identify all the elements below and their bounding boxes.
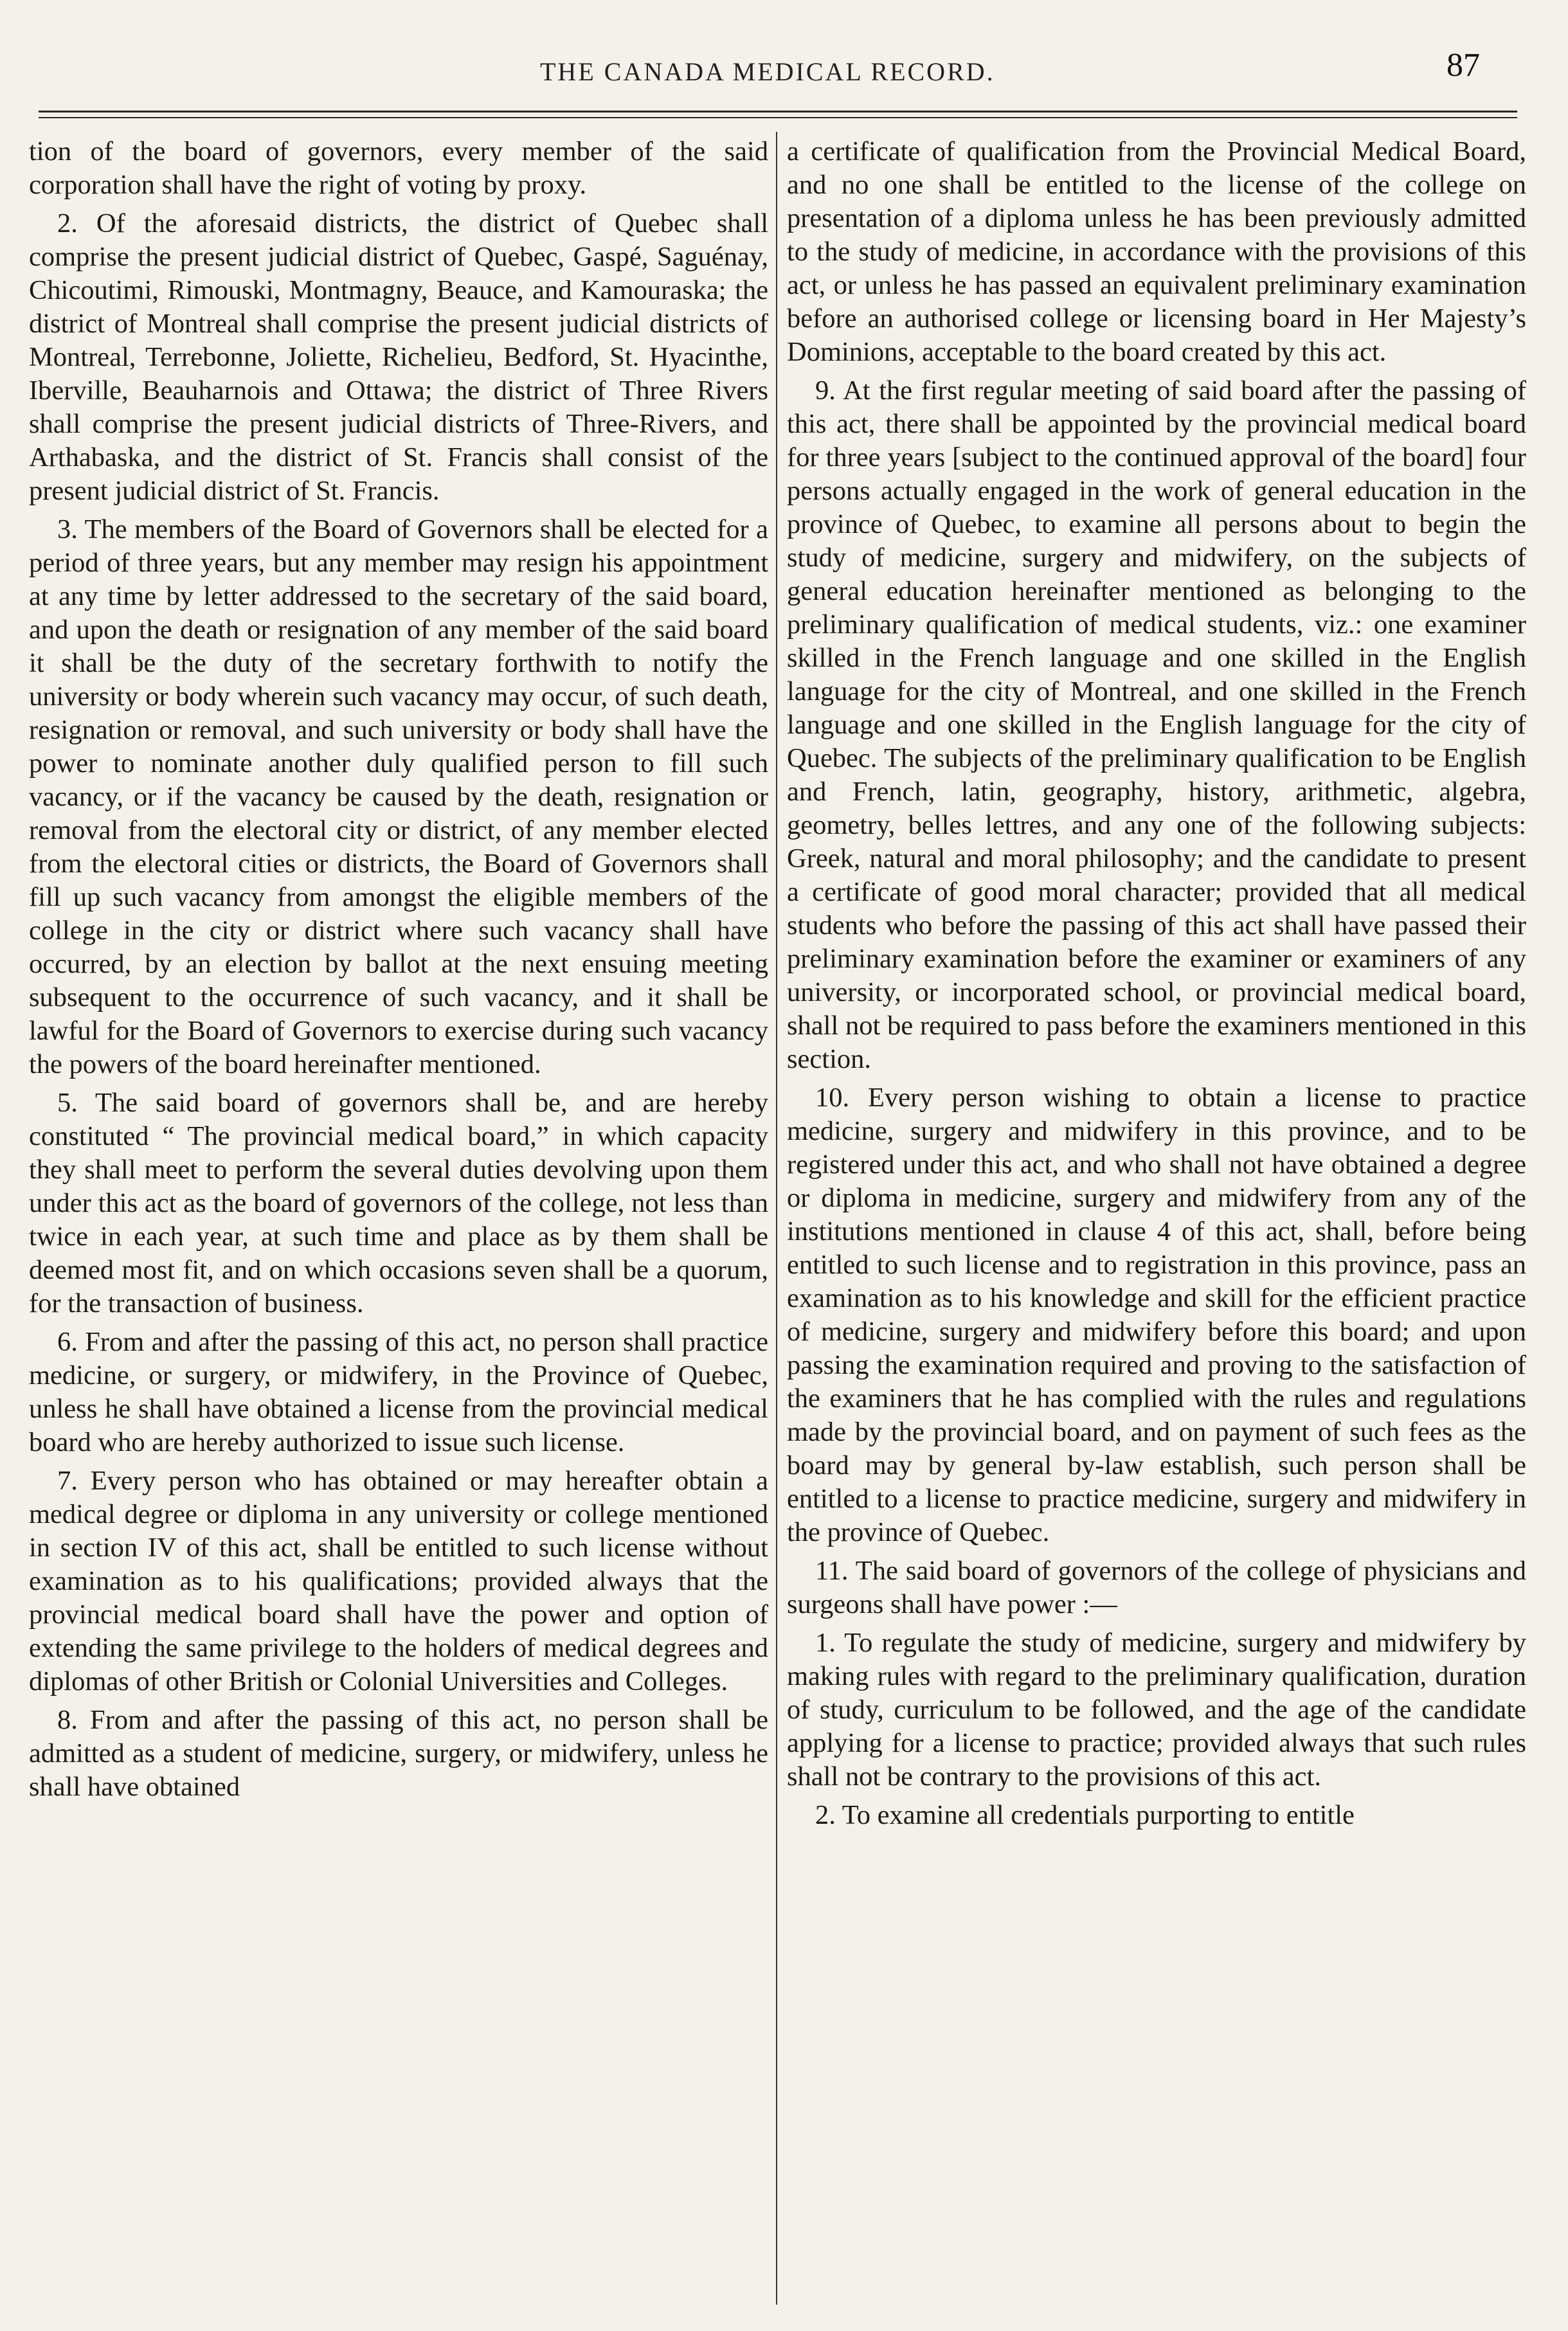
paragraph-section-8: 8. From and after the passing of this act, no person shall be admitted as a student of medicine, surgery, or midwifery, unless he shall have obtained — [29, 1705, 768, 1802]
paragraph-power-2: 2. To examine all credentials purporting to entitle — [815, 1800, 1355, 1830]
paragraph-continuation: tion of the board of governors, every member of the said corporation shall have the right of voting by proxy. — [29, 136, 768, 200]
paragraph-section-2: 2. Of the aforesaid districts, the district of Quebec shall comprise the present judicial district of Quebec, Gaspé, Saguénay, Chicoutimi, Rimouski, Montmagny, Beauce, and Kamouraska; the district of Montreal shall comprise the present judicial districts of Montreal, Terrebonne, Joliette, Richelieu, Bedford, St. Hyacinthe, Iberville, Beauharnois and Ottawa; the district of Three Rivers shall comprise the present judicial districts of Three-Rivers, and Arthabaska, and the district of St. Francis shall consist of the present judicial district of St. Francis. — [29, 208, 768, 506]
paragraph-section-10: 10. Every person wishing to obtain a license to practice medicine, surgery and midwifery in this province, and to be registered under this act, and who shall not have obtained a degree or diploma in medicine, surgery and midwifery from any of the institutions mentioned in clause 4 of this act, shall, before being entitled to such license and to registration in this province, pass an examination as to his knowledge and skill for the efficient practice of medicine, surgery and midwifery before this board; and upon passing the examination required and proving to the satisfaction of the examiners that he has complied with the rules and regulations made by the provincial board, and on payment of such fees as the board may by general by-law establish, such person shall be entitled to a license to practice medicine, surgery and midwifery in the province of Quebec. — [787, 1083, 1526, 1547]
paragraph-section-9: 9. At the first regular meeting of said board after the passing of this act, there shall be appointed by the provincial medical board for three years [subject to the continued approval of the board] four persons actually engaged in the work of general education in the province of Quebec, to examine all persons about to begin the study of medicine, surgery and midwifery, on the subjects of general education hereinafter mentioned as belonging to the preliminary qualification of medical students, viz.: one examiner skilled in the French language and one skilled in the English language for the city of Montreal, and one skilled in the French language and one skilled in the English language for the city of Quebec. The subjects of the preliminary qualification to be English and French, latin, geography, history, arithmetic, algebra, geometry, belles lettres, and any one of the following subjects: Greek, natural and moral philosophy; and the candidate to present a certificate of good moral character; provided that all medical students who before the passing of this act shall have passed their preliminary examination before the examiner or examiners of any university, or incorporated school, or provincial medical board, shall not be required to pass before the examiners mentioned in this section. — [787, 375, 1526, 1074]
paragraph-section-7: 7. Every person who has obtained or may hereafter obtain a medical degree or diploma in any university or college mentioned in section IV of this act, shall be entitled to such license without examination as to his qualifications; provided always that the provincial medical board shall have the power and option of extending the same privilege to the holders of medical degrees and diplomas of other British or Colonial Universities and Colleges. — [29, 1466, 768, 1697]
page-header — [0, 39, 1568, 109]
header-rule-secondary — [39, 117, 1517, 118]
left-column — [29, 135, 768, 1809]
page-number: 87 — [1446, 47, 1480, 84]
paragraph-power-1: 1. To regulate the study of medicine, surgery and midwifery by making rules with regard to the preliminary qualification, duration of study, curriculum to be followed, and the age of the candidate applying for a license to practice; provided always that such rules shall not be contrary to the provisions of this act. — [787, 1628, 1526, 1792]
paragraph-section-6: 6. From and after the passing of this act, no person shall practice medicine, or surgery, or midwifery, in the Province of Quebec, unless he shall have obtained a license from the provincial medical board who are hereby authorized to issue such license. — [29, 1327, 768, 1457]
paragraph-section-5: 5. The said board of governors shall be, and are hereby constituted “ The provincial medical board,” in which capacity they shall meet to perform the several duties devolving upon them under this act as the board of governors of the college, not less than twice in each year, at such time and place as by them shall be deemed most fit, and on which occasions seven shall be a quorum, for the transaction of business. — [29, 1088, 768, 1318]
header-rule — [39, 111, 1517, 113]
paragraph-section-8-continued: a certificate of qualification from the Provincial Medical Board, and no one shall be entitled to the license of the college on presentation of a diploma unless he has been previously admitted to the study of medicine, in accordance with the provisions of this act, or unless he has passed an equivalent preliminary examination before an authorised college or licensing board in Her Majesty’s Dominions, acceptable to the board created by this act. — [787, 136, 1526, 367]
column-divider — [776, 132, 777, 2305]
running-title: THE CANADA MEDICAL RECORD. — [540, 57, 995, 86]
right-column — [787, 135, 1526, 1837]
paragraph-section-3: 3. The members of the Board of Governors shall be elected for a period of three years, but any member may resign his appointment at any time by letter addressed to the secretary of the said board, and upon the death or resignation of any member of the said board it shall be the duty of the secretary forthwith to notify the university or body wherein such vacancy may occur, of such death, resignation or removal, and such university or body shall have the power to nominate another duly qualified person to fill such vacancy, or if the vacancy be caused by the death, resignation or removal from the electoral city or district, of any member elected from the electoral cities or districts, the Board of Governors shall fill up such vacancy from amongst the eligible members of the college in the city or district where such vacancy shall have occurred, by an election by ballot at the next ensuing meeting subsequent to the occurrence of such vacancy, and it shall be lawful for the Board of Governors to exercise during such vacancy the powers of the board hereinafter mentioned. — [29, 514, 768, 1079]
paragraph-section-11: 11. The said board of governors of the college of physicians and surgeons shall have power :— — [787, 1556, 1526, 1619]
